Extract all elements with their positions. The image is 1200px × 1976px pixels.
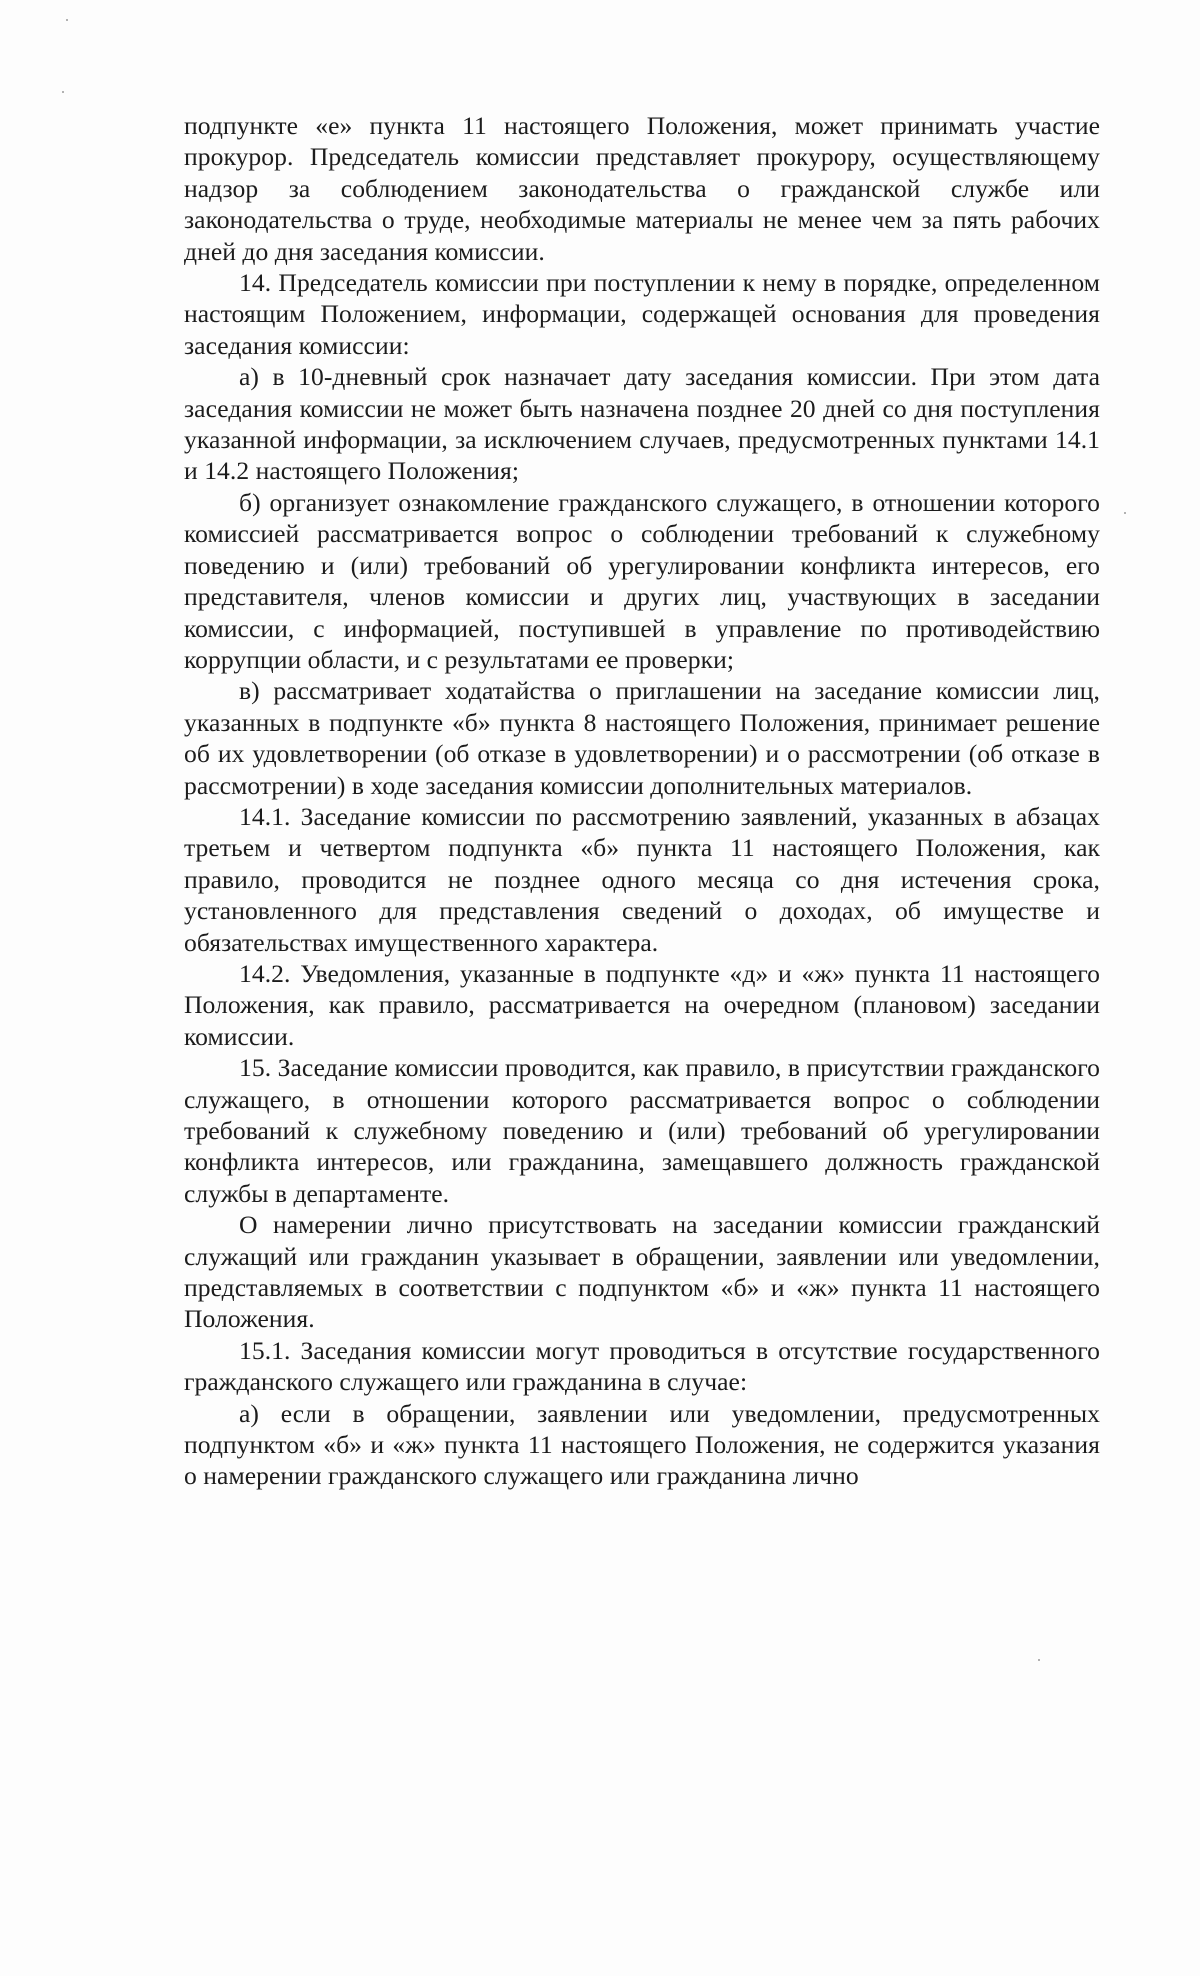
paragraph-14b: б) организует ознакомление гражданского служащего, в отношении которого комиссией рассматривается вопрос о соблюдении требований к служебному поведению и (или) требований об урегулировании конфликта интересов, его представителя, членов комиссии и других лиц, участвующих в заседании комиссии, с информацией, поступившей в управление по противодействию коррупции области, и с результатами ее проверки; [184,487,1100,674]
paragraph-14a: а) в 10-дневный срок назначает дату заседания комиссии. При этом дата заседания комиссии не может быть назначена позднее 20 дней со дня поступления указанной информации, за исключением случаев, предусмотренных пунктами 14.1 и 14.2 настоящего Положения; [184,362,1100,486]
paragraph-14: 14. Председатель комиссии при поступлении к нему в порядке, определенном настоящим Положением, информации, содержащей основания для проведения заседания комиссии: [184,268,1100,360]
scan-speck [1038,1659,1040,1661]
document-body [184,110,1100,1492]
paragraph-15-1a: а) если в обращении, заявлении или уведомлении, предусмотренных подпунктом «б» и «ж» пункта 11 настоящего Положения, не содержится указания о намерении гражданского служащего или гражданина лично [184,1398,1100,1491]
scan-speck [66,19,68,21]
scan-speck [62,91,64,93]
paragraph-14v: в) рассматривает ходатайства о приглашении на заседание комиссии лиц, указанных в подпункте «б» пункта 8 настоящего Положения, принимает решение об их удовлетворении (об отказе в удовлетворении) и о рассмотрении (об отказе в рассмотрении) в ходе заседания комиссии дополнительных материалов. [184,676,1100,800]
scan-speck [1124,512,1126,514]
paragraph-14-1: 14.1. Заседание комиссии по рассмотрению заявлений, указанных в абзацах третьем и четвертом подпункта «б» пункта 11 настоящего Положения, как правило, проводится не позднее одного месяца со дня истечения срока, установленного для представления сведений о доходах, об имуществе и обязательствах имущественного характера. [184,801,1100,957]
paragraph-15-intent: О намерении лично присутствовать на заседании комиссии гражданский служащий или гражданин указывает в обращении, заявлении или уведомлении, представляемых в соответствии с подпунктом «б» и «ж» пункта 11 настоящего Положения. [184,1210,1100,1334]
paragraph-15-1: 15.1. Заседания комиссии могут проводиться в отсутствие государственного гражданского служащего или гражданина в случае: [184,1335,1100,1397]
paragraph-14-2: 14.2. Уведомления, указанные в подпункте «д» и «ж» пункта 11 настоящего Положения, как правило, рассматривается на очередном (плановом) заседании комиссии. [184,958,1100,1051]
paragraph-15: 15. Заседание комиссии проводится, как правило, в присутствии гражданского служащего, в отношении которого рассматривается вопрос о соблюдении требований к служебному поведению и (или) требований об урегулировании конфликта интересов, или гражданина, замещавшего должность гражданской службы в департаменте. [184,1053,1100,1208]
paragraph-continuation: подпункте «е» пункта 11 настоящего Положения, может принимать участие прокурор. Председатель комиссии представляет прокурору, осуществляющему надзор за соблюдением законодательства о гражданской службе или законодательства о труде, необходимые материалы не менее чем за пять рабочих дней до дня заседания комиссии. [184,111,1100,266]
